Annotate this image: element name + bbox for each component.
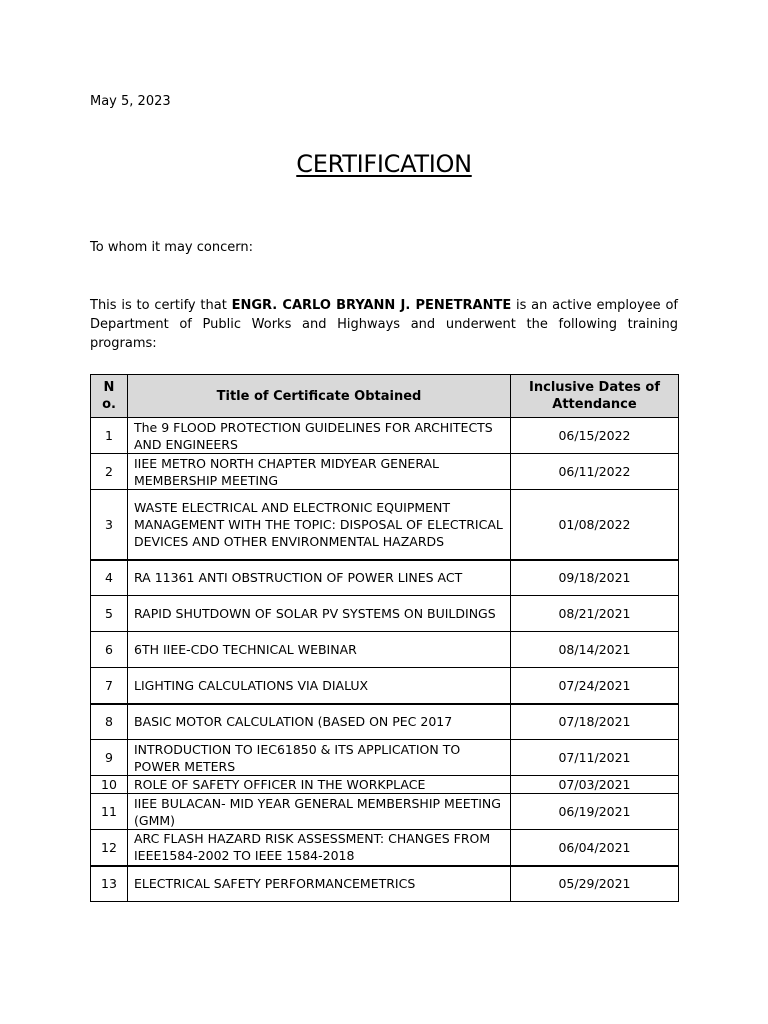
row-date: 09/18/2021 bbox=[511, 560, 679, 596]
row-title: RAPID SHUTDOWN OF SOLAR PV SYSTEMS ON BUILDINGS bbox=[128, 596, 511, 632]
row-number: 4 bbox=[91, 560, 128, 596]
row-number: 8 bbox=[91, 704, 128, 740]
table-row bbox=[91, 454, 679, 490]
row-number: 12 bbox=[91, 830, 128, 866]
row-title: 6TH IIEE-CDO TECHNICAL WEBINAR bbox=[128, 632, 511, 668]
row-number: 9 bbox=[91, 740, 128, 776]
paragraph-intro: This is to certify that bbox=[90, 298, 232, 313]
row-number: 3 bbox=[91, 490, 128, 560]
row-title: BASIC MOTOR CALCULATION (BASED ON PEC 2017 bbox=[128, 704, 511, 740]
row-title: LIGHTING CALCULATIONS VIA DIALUX bbox=[128, 668, 511, 704]
row-number: 1 bbox=[91, 418, 128, 454]
row-date: 08/14/2021 bbox=[511, 632, 679, 668]
table-row bbox=[91, 418, 679, 454]
row-title: The 9 FLOOD PROTECTION GUIDELINES FOR ARCHITECTS AND ENGINEERS bbox=[128, 418, 511, 454]
row-title: ELECTRICAL SAFETY PERFORMANCEMETRICS bbox=[128, 866, 511, 902]
table-row bbox=[91, 866, 679, 902]
row-date: 07/18/2021 bbox=[511, 704, 679, 740]
row-date: 06/04/2021 bbox=[511, 830, 679, 866]
table-row bbox=[91, 776, 679, 794]
salutation: To whom it may concern: bbox=[90, 240, 253, 255]
row-date: 06/19/2021 bbox=[511, 794, 679, 830]
row-title: INTRODUCTION TO IEC61850 & ITS APPLICATION TO POWER METERS bbox=[128, 740, 511, 776]
header-no: No. bbox=[91, 375, 128, 418]
table-row bbox=[91, 830, 679, 866]
row-number: 7 bbox=[91, 668, 128, 704]
row-date: 07/03/2021 bbox=[511, 776, 679, 794]
row-date: 07/11/2021 bbox=[511, 740, 679, 776]
row-date: 06/15/2022 bbox=[511, 418, 679, 454]
header-title: Title of Certificate Obtained bbox=[128, 375, 511, 418]
training-table bbox=[90, 374, 679, 902]
table-row bbox=[91, 490, 679, 560]
table-row bbox=[91, 560, 679, 596]
row-title: ROLE OF SAFETY OFFICER IN THE WORKPLACE bbox=[128, 776, 511, 794]
table-row bbox=[91, 740, 679, 776]
row-number: 11 bbox=[91, 794, 128, 830]
header-dates: Inclusive Dates of Attendance bbox=[511, 375, 679, 418]
row-date: 07/24/2021 bbox=[511, 668, 679, 704]
table-row bbox=[91, 632, 679, 668]
row-number: 13 bbox=[91, 866, 128, 902]
row-title: WASTE ELECTRICAL AND ELECTRONIC EQUIPMENT MANAGEMENT WITH THE TOPIC: DISPOSAL OF ELECTRICAL DEVICES AND OTHER ENVIRONMENTAL HAZARDS bbox=[128, 490, 511, 560]
certification-paragraph bbox=[90, 296, 678, 353]
row-number: 5 bbox=[91, 596, 128, 632]
document-title: CERTIFICATION bbox=[296, 150, 472, 178]
row-title: ARC FLASH HAZARD RISK ASSESSMENT: CHANGES FROM IEEE1584-2002 TO IEEE 1584-2018 bbox=[128, 830, 511, 866]
table-row bbox=[91, 596, 679, 632]
row-title: RA 11361 ANTI OBSTRUCTION OF POWER LINES ACT bbox=[128, 560, 511, 596]
paragraph-rest: is an active employee of Department of Public Works and Highways and underwent the following training programs: bbox=[90, 298, 678, 351]
table-header-row bbox=[91, 375, 679, 418]
row-date: 01/08/2022 bbox=[511, 490, 679, 560]
row-title: IIEE METRO NORTH CHAPTER MIDYEAR GENERAL MEMBERSHIP MEETING bbox=[128, 454, 511, 490]
row-title: IIEE BULACAN- MID YEAR GENERAL MEMBERSHIP MEETING (GMM) bbox=[128, 794, 511, 830]
table-row bbox=[91, 794, 679, 830]
row-date: 05/29/2021 bbox=[511, 866, 679, 902]
row-date: 06/11/2022 bbox=[511, 454, 679, 490]
employee-name: ENGR. CARLO BRYANN J. PENETRANTE bbox=[231, 298, 512, 313]
row-number: 10 bbox=[91, 776, 128, 794]
row-date: 08/21/2021 bbox=[511, 596, 679, 632]
document-date: May 5, 2023 bbox=[90, 94, 171, 109]
row-number: 6 bbox=[91, 632, 128, 668]
table-row bbox=[91, 704, 679, 740]
row-number: 2 bbox=[91, 454, 128, 490]
table-row bbox=[91, 668, 679, 704]
